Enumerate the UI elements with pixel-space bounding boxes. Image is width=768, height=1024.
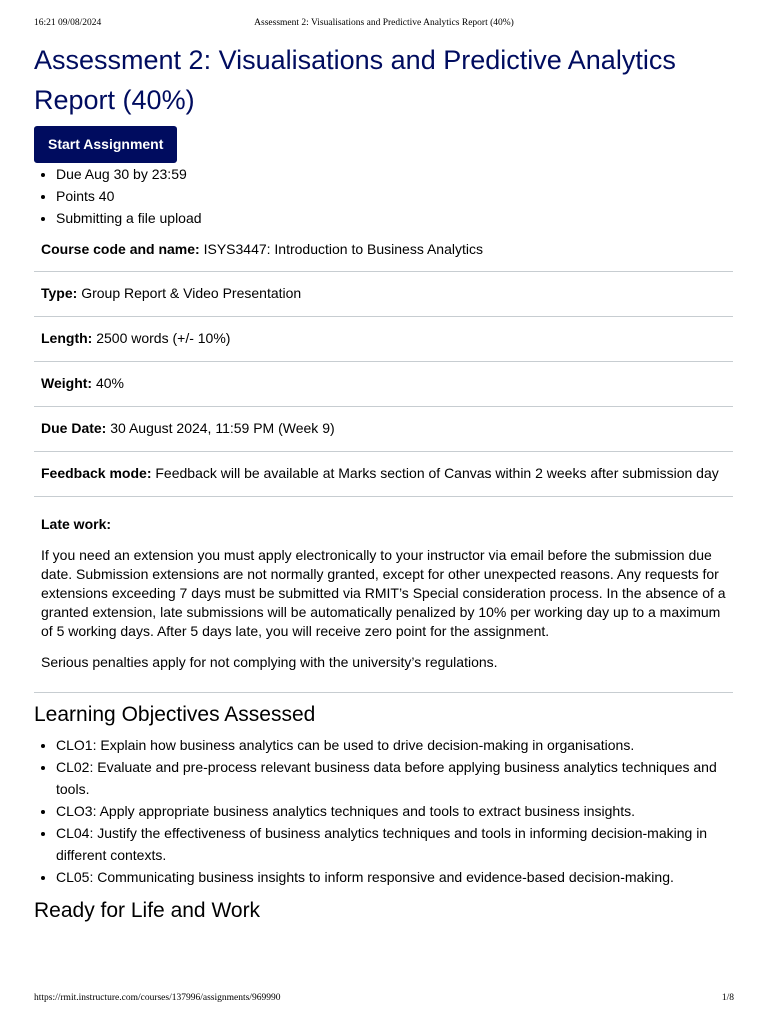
detail-length [34,317,733,362]
list-item: • CLO3: Apply appropriate business analytics techniques and tools to extract business insights. [56,800,733,822]
print-footer [34,993,734,1007]
late-work-body: If you need an extension you must apply electronically to your instructor via email before the submission due date. Submission extensions are not normally granted, except for other unexpected reasons. Any requests for extensions exceeding 7 days must be submitted via RMIT’s Special consideration process. In the absence of a granted extension, late submissions will be automatically penalized by 10% per working day up to a maximum of 5 working days. After 5 days late, you will receive zero point for the assignment. [41,547,726,639]
print-url: https://rmit.instructure.com/courses/137996/assignments/969990 [34,993,281,1003]
detail-type [34,272,733,317]
learning-objectives-heading: Learning Objectives Assessed [34,703,316,726]
detail-value: ISYS3447: Introduction to Business Analytics [199,241,483,257]
detail-weight [34,362,733,407]
detail-label: Length: [41,330,93,346]
list-item: • CLO1: Explain how business analytics can be used to drive decision-making in organisations. [56,734,733,756]
detail-due-date [34,407,733,452]
detail-label: Weight: [41,375,93,391]
print-page-title: Assessment 2: Visualisations and Predictive Analytics Report (40%) [254,18,514,28]
late-work-section [34,497,733,693]
assignment-content [34,40,733,924]
ready-for-life-heading: Ready for Life and Work [34,899,261,922]
detail-value: 30 August 2024, 11:59 PM (Week 9) [106,420,335,436]
submission-type-meta: • Submitting a file upload [56,207,733,229]
due-meta: • Due Aug 30 by 23:59 [56,163,733,185]
list-item: • CL04: Justify the effectiveness of business analytics techniques and tools in informing decision-making in different contexts. [56,822,733,866]
late-work-title: Late work: [41,516,112,532]
detail-course [34,234,733,272]
points-meta: • Points 40 [56,185,733,207]
detail-label: Type: [41,285,78,301]
list-item: • CL05: Communicating business insights to inform responsive and evidence-based decision-making. [56,866,733,888]
detail-label: Course code and name: [41,241,200,257]
start-assignment-button[interactable]: Start Assignment [34,126,177,163]
page-number: 1/8 [721,993,734,1003]
assignment-meta-list [34,163,733,229]
detail-label: Feedback mode: [41,465,152,481]
detail-value: Group Report & Video Presentation [77,285,302,301]
detail-value: 40% [92,375,124,391]
list-item: • CL02: Evaluate and pre-process relevant business data before applying business analytics techniques and tools. [56,756,733,800]
print-timestamp: 16:21 09/08/2024 [34,18,102,28]
learning-objectives-list [34,734,733,888]
detail-label: Due Date: [41,420,107,436]
print-header [34,18,734,32]
late-work-note: Serious penalties apply for not complying with the university’s regulations. [41,654,498,670]
detail-value: Feedback will be available at Marks section of Canvas within 2 weeks after submission day [151,465,719,481]
detail-value: 2500 words (+/- 10%) [92,330,231,346]
page-title: Assessment 2: Visualisations and Predictive Analytics Report (40%) [34,45,676,115]
detail-feedback-mode [34,452,733,497]
